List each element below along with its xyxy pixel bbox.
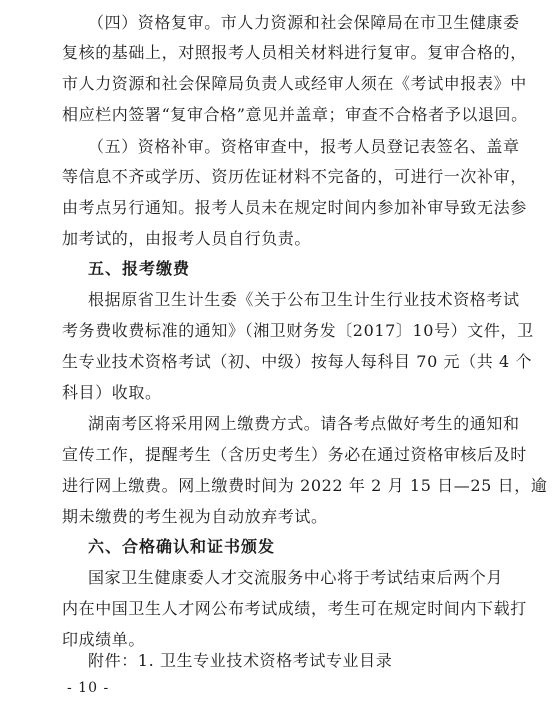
- section-heading: 六、合格确认和证书颁发: [88, 537, 276, 556]
- paragraph-line: 湖南考区将采用网上缴费方式。请各考点做好考生的通知和: [88, 414, 520, 433]
- paragraph-line: 国家卫生健康委人才交流服务中心将于考试结束后两个月: [88, 568, 504, 587]
- paragraph-line: 由考点另行通知。报考人员未在规定时间内参加补审导致无法参: [62, 198, 527, 217]
- section-heading: 五、报考缴费: [88, 259, 191, 278]
- page-number: - 10 -: [67, 680, 110, 696]
- paragraph-line: 等信息不齐或学历、资历佐证材料不完备的，可进行一次补审，: [62, 167, 527, 186]
- paragraph-line: 期未缴费的考生视为自动放弃考试。: [62, 507, 328, 526]
- paragraph-line: 加考试的，由报考人员自行负责。: [62, 229, 312, 248]
- paragraph-line: （五）资格补审。资格审查中，报考人员登记表签名、盖章: [88, 137, 520, 156]
- paragraph-line: 考务费收费标准的通知》（湘卫财务发〔2017〕10号）文件，卫: [62, 321, 534, 340]
- paragraph-line: 科目）收取。: [62, 383, 162, 402]
- paragraph-line: 复核的基础上，对照报考人员相关材料进行复审。复审合格的，: [62, 43, 527, 62]
- paragraph-line: 宣传工作，提醒考生（含历史考生）务必在通过资格审核后及时: [62, 445, 527, 464]
- paragraph-line: 相应栏内签署“复审合格”意见并盖章；审查不合格者予以退回。: [62, 105, 528, 124]
- paragraph-line: 根据原省卫生计生委《关于公布卫生计生行业技术资格考试: [88, 290, 520, 309]
- paragraph-line: 生专业技术资格考试（初、中级）按每人每科目 70 元（共 4 个: [62, 352, 533, 371]
- paragraph-line: 市人力资源和社会保障局负责人或经审人须在《考试申报表》中: [62, 74, 527, 93]
- attachment-line: 附件：1. 卫生专业技术资格考试专业目录: [88, 651, 393, 670]
- paragraph-line: 进行网上缴费。网上缴费时间为 2022 年 2 月 15 日—25 日，逾: [62, 476, 548, 495]
- paragraph-line: 内在中国卫生人才网公布考试成绩，考生可在规定时间内下载打: [62, 599, 527, 618]
- paragraph-line: 印成绩单。: [62, 630, 146, 649]
- paragraph-line: （四）资格复审。市人力资源和社会保障局在市卫生健康委: [88, 13, 520, 32]
